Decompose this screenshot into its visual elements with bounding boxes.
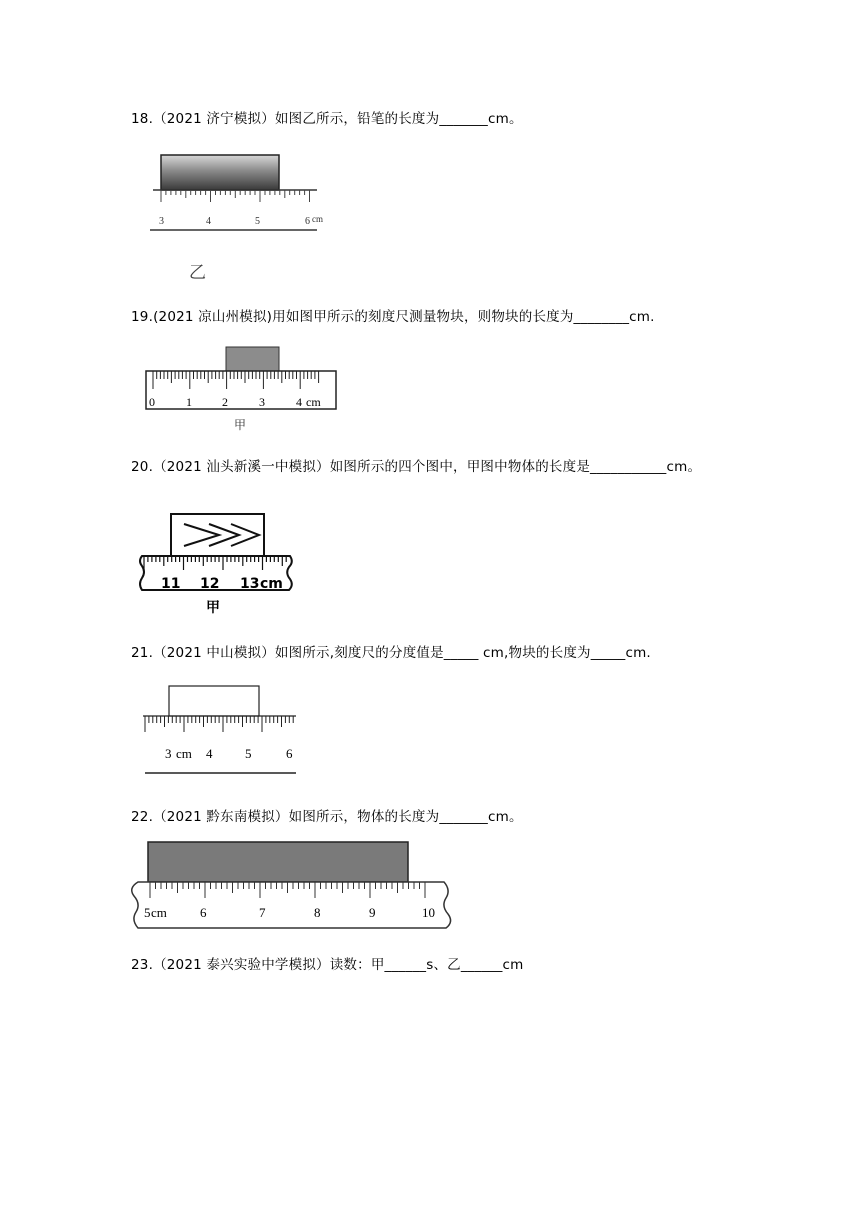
unit-label: cm (260, 576, 283, 592)
tick-label: 6 (200, 905, 207, 920)
ruler-figure-19 (143, 345, 343, 435)
block (148, 842, 408, 882)
tick-label: 0 (149, 395, 155, 409)
tick-label: 6 (286, 746, 293, 761)
tick-label: 3 (259, 395, 265, 409)
tick-label: 7 (259, 905, 266, 920)
tick-label: 3 (159, 216, 164, 227)
tick-label: 2 (222, 395, 228, 409)
tick-label: 4 (296, 395, 302, 409)
tick-label: 5 (245, 746, 252, 761)
ruler-figure-18 (145, 150, 335, 285)
unit-label: cm (176, 746, 192, 761)
tick-label: 1 (186, 395, 192, 409)
tick-label: 3 (165, 746, 172, 761)
unit-label: cm (312, 214, 323, 224)
question-21-text: 21.（2021 中山模拟）如图所示,刻度尺的分度值是_____ cm,物块的长度为_____cm. (131, 645, 651, 661)
tick-label: 8 (314, 905, 321, 920)
tick-label: 4 (206, 216, 211, 227)
ruler-figure-21 (140, 684, 300, 779)
pencil (161, 155, 279, 190)
ruler-ticks-21 (145, 716, 293, 732)
unit-label: cm (306, 395, 321, 409)
question-23-text: 23.（2021 泰兴实验中学模拟）读数：甲______s、乙______cm (131, 957, 524, 973)
question-20-text: 20.（2021 汕头新溪一中模拟）如图所示的四个图中，甲图中物体的长度是___________cm。 (131, 459, 702, 475)
block (169, 686, 259, 716)
tick-label: 11 (161, 576, 181, 592)
block (226, 347, 279, 371)
tick-label: 12 (200, 576, 220, 592)
figure-caption: 乙 (189, 263, 206, 283)
question-19-text: 19.(2021 凉山州模拟)用如图甲所示的刻度尺测量物块，则物块的长度为________cm. (131, 309, 655, 325)
tick-label: 13 (240, 576, 260, 592)
tick-label: 10 (422, 905, 435, 920)
tick-label: 5 (255, 216, 260, 227)
question-18-text: 18.（2021 济宁模拟）如图乙所示，铅笔的长度为_______cm。 (131, 111, 523, 127)
tick-label: 9 (369, 905, 376, 920)
figure-caption: 甲 (206, 600, 220, 616)
figure-caption: 甲 (234, 418, 247, 432)
ruler-figure-22 (128, 840, 458, 935)
tick-label: 4 (206, 746, 213, 761)
ruler-figure-20 (134, 510, 299, 620)
tick-label: 6 (305, 216, 310, 227)
question-22-text: 22.（2021 黔东南模拟）如图所示，物体的长度为_______cm。 (131, 809, 523, 825)
ruler-ticks-18 (161, 190, 310, 202)
tick-label: 5 (144, 905, 151, 920)
unit-label: cm (151, 905, 167, 920)
